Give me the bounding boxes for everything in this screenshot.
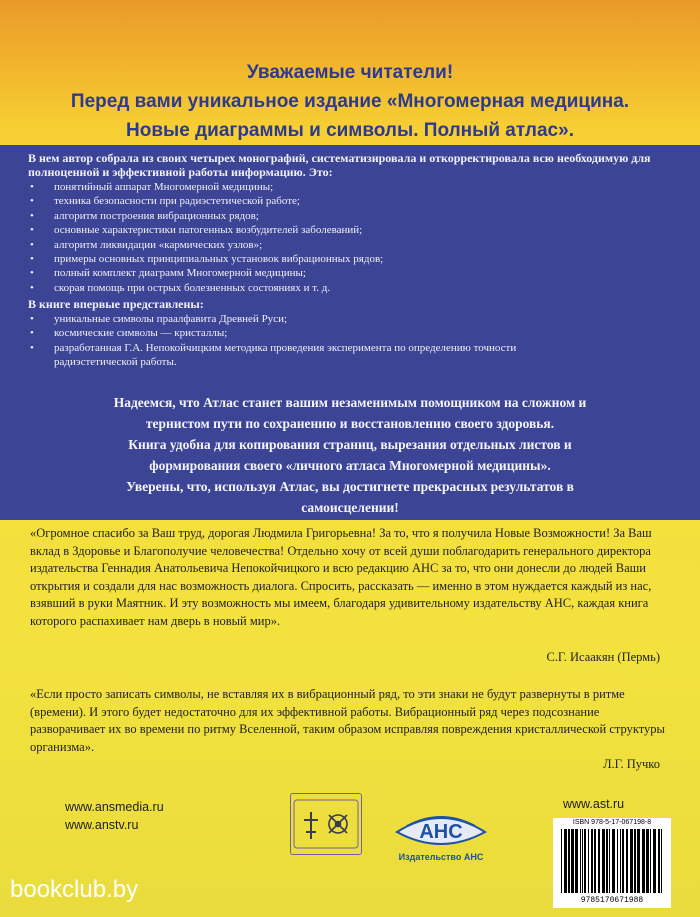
- intro-line-1: Уважаемые читатели!: [246, 62, 454, 83]
- barcode-bar: [575, 829, 578, 893]
- barcode-bar: [571, 829, 574, 893]
- list-item: • уникальные символы праалфавита Древней Руси;: [28, 312, 588, 326]
- barcode-bar: [637, 829, 640, 893]
- testimonial-author-2: Л.Г. Пучко: [603, 757, 660, 771]
- intro-heading: [0, 58, 700, 145]
- new-items-list: [28, 312, 588, 370]
- testimonial-author-1: С.Г. Исаакян (Пермь): [546, 650, 660, 664]
- barcode-bar: [564, 829, 567, 893]
- barcode-bar: [650, 829, 651, 893]
- list-item: • понятийный аппарат Многомерной медицины;: [28, 180, 383, 194]
- cross-symbol-icon: [304, 812, 318, 839]
- contents-intro-paragraph: В нем автор собрала из своих четырех монографий, систематизировала и откорректировала всю необходимую для полноценной и эффективной работы информацию. Это:: [28, 151, 651, 179]
- crystal-symbol-icon: [329, 815, 347, 833]
- list-item: • разработанная Г.А. Непокойчицким методика проведения эксперимента по определению точности радиэстетической работы.: [28, 341, 588, 370]
- barcode-bar: [582, 829, 583, 893]
- closing-line: Надеемся, что Атлас станет вашим незаменимым помощником на сложном и: [113, 395, 587, 410]
- testimonial-quote-2: «Если просто записать символы, не вставляя их в вибрационный ряд, то эти знаки не будут развернуты в ритме (времени). И этого будет недостаточно для их эффективной работы. Вибрационный ряд через подсознание разворачивает их во времени по ритму Вселенной, таким образом исправляя повреждения кристаллической структуры организма».: [30, 687, 665, 754]
- barcode-bar: [584, 829, 586, 893]
- link-ast[interactable]: www.ast.ru: [563, 797, 625, 811]
- link-anstv[interactable]: www.anstv.ru: [65, 818, 139, 832]
- publisher-name: Издательство АНС: [398, 852, 484, 862]
- link-ansmedia[interactable]: www.ansmedia.ru: [65, 800, 164, 814]
- contents-list: [28, 180, 383, 295]
- publisher-logo: [393, 800, 489, 864]
- barcode-bar: [617, 829, 618, 893]
- contents-panel: [0, 145, 700, 520]
- closing-line: Уверены, что, используя Атлас, вы достигнете прекрасных результатов в: [126, 479, 574, 494]
- barcode-bar: [646, 829, 649, 893]
- barcode-bar: [612, 829, 615, 893]
- barcode-bar: [630, 829, 633, 893]
- list-item: • основные характеристики патогенных возбудителей заболеваний;: [28, 223, 383, 237]
- list-item: • алгоритм построения вибрационных рядов;: [28, 209, 383, 223]
- barcode-bar: [606, 829, 608, 893]
- barcode-bar: [642, 829, 645, 893]
- list-item: • космические символы — кристаллы;: [28, 326, 588, 340]
- intro-line-2: Перед вами уникальное издание «Многомерная медицина.: [70, 91, 630, 112]
- list-item: • полный комплект диаграмм Многомерной медицины;: [28, 266, 383, 280]
- barcode-bar: [653, 829, 656, 893]
- barcode-bar: [594, 829, 596, 893]
- closing-line: тернистом пути по сохранению и восстановлению своего здоровья.: [145, 416, 555, 431]
- barcode-bar: [598, 829, 600, 893]
- barcode-bar: [602, 829, 605, 893]
- list-item: • примеры основных принципиальных установок вибрационных рядов;: [28, 252, 383, 266]
- new-items-heading: В книге впервые представлены:: [28, 297, 204, 311]
- barcode-bar: [568, 829, 570, 893]
- list-item: • алгоритм ликвидации «кармических узлов»;: [28, 238, 383, 252]
- barcode-bar: [620, 829, 621, 893]
- list-item: • скорая помощь при острых болезненных состояниях и т. д.: [28, 281, 383, 295]
- barcode-bar: [622, 829, 624, 893]
- barcode-bar: [658, 829, 660, 893]
- barcode-bar: [591, 829, 593, 893]
- closing-line: формирования своего «личного атласа Многомерной медицины».: [149, 458, 551, 473]
- closing-line: Книга удобна для копирования страниц, вырезания отдельных листов и: [128, 437, 572, 452]
- intro-line-3: Новые диаграммы и символы. Полный атлас».: [126, 120, 574, 141]
- barcode-bar: [661, 829, 662, 893]
- barcode-bar: [634, 829, 636, 893]
- barcode-digits: 9785170671988: [580, 896, 644, 905]
- barcode-bar: [561, 829, 562, 893]
- barcode-bar: [580, 829, 581, 893]
- barcode-bar: [609, 829, 610, 893]
- closing-paragraph: [0, 392, 700, 518]
- barcode-bar: [626, 829, 628, 893]
- symbol-logo: [290, 793, 362, 855]
- list-item: • техника безопасности при радиэстетической работе;: [28, 194, 383, 208]
- isbn-label: ISBN 978-5-17-067198-8: [572, 819, 652, 826]
- barcode-bars: [559, 829, 665, 895]
- barcode-bar: [588, 829, 589, 893]
- publisher-logo-text: АНС: [419, 821, 463, 843]
- watermark: bookclub.by: [10, 876, 139, 903]
- closing-line: самоисцелении!: [301, 500, 399, 515]
- testimonial-quote-1: «Огромное спасибо за Ваш труд, дорогая Людмила Григорьевна! За то, что я получила Новые Возможности! За Ваш вклад в Здоровье и Благополучие человечества! Отдельно хочу от всей души поблагодарить генерального директора издательства Геннадия Анатольевича Непокойчицкого и всю редакцию АНС за то, что они донесли до людей Ваши открытия и создали для нас возможность диалога. Спросить, рассказать — именно в этом нуждается каждый из нас, взявший в руки Маятник. И эту возможность мы имеем, благодаря удивительному издательству АНС, каждая книга которого распахивает нам дверь в новый мир».: [30, 526, 652, 628]
- isbn-barcode-block: [553, 818, 671, 908]
- symbol-logo-graphic: [291, 794, 361, 854]
